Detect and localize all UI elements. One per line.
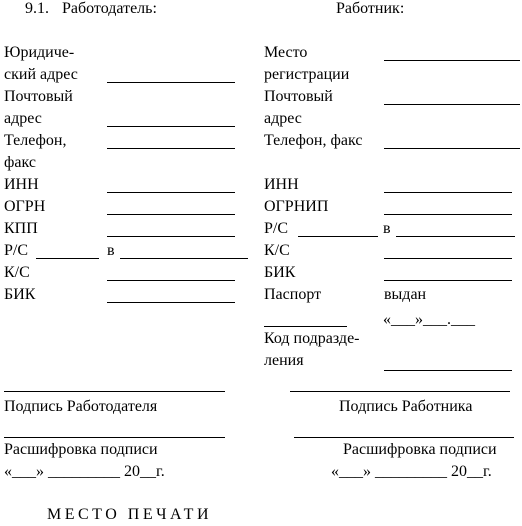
employee-inn-field[interactable] (384, 192, 512, 193)
employee-heading: Работник: (336, 0, 405, 17)
phone-label-line1: Телефон, (4, 132, 67, 149)
employee-postal-label-line2: адрес (264, 110, 302, 127)
ogrnip-field[interactable] (384, 214, 512, 215)
ogrn-label: ОГРН (4, 198, 46, 215)
legal-address-label-line1: Юридиче- (4, 44, 75, 61)
employee-phone-label: Телефон, факс (264, 132, 363, 149)
postal-address-field[interactable] (107, 126, 235, 127)
employee-signature-date[interactable]: «___» _________ 20__г. (331, 463, 492, 480)
employee-decoding-line[interactable] (294, 437, 514, 438)
ogrnip-label: ОГРНИП (264, 198, 329, 215)
kpp-label: КПП (4, 220, 38, 237)
employee-rs-account-field[interactable] (298, 236, 378, 237)
postal-address-label-line1: Почтовый (4, 88, 73, 105)
phone-label-line2: факс (4, 154, 36, 171)
rs-bank-field[interactable] (120, 258, 248, 259)
division-code-label-line2: ления (264, 352, 304, 369)
employee-ks-field[interactable] (384, 258, 512, 259)
passport-issued-label: выдан (384, 286, 427, 303)
legal-address-field[interactable] (107, 82, 235, 83)
employee-signature-caption: Подпись Работника (339, 398, 473, 415)
employer-signature-date[interactable]: «___» _________ 20__г. (4, 463, 165, 480)
employee-bik-label: БИК (264, 264, 296, 281)
employee-ks-label: К/С (264, 242, 290, 259)
inn-field[interactable] (107, 192, 235, 193)
registration-label-line2: регистрации (264, 66, 350, 83)
employee-postal-label-line1: Почтовый (264, 88, 333, 105)
employee-rs-bank-field[interactable] (396, 236, 515, 237)
employee-rs-bank-prefix: в (383, 220, 391, 237)
rs-label: Р/С (4, 242, 29, 259)
employer-signature-line[interactable] (4, 391, 225, 392)
employee-postal-field[interactable] (384, 104, 520, 105)
employer-decoding-caption: Расшифровка подписи (4, 441, 158, 458)
employee-bik-field[interactable] (384, 280, 512, 281)
ks-field[interactable] (107, 280, 235, 281)
passport-number-field[interactable] (264, 326, 347, 327)
employee-signature-line[interactable] (290, 391, 510, 392)
legal-address-label-line2: ский адрес (4, 66, 78, 83)
employer-heading: Работодатель: (62, 0, 157, 17)
postal-address-label-line2: адрес (4, 110, 42, 127)
employee-inn-label: ИНН (264, 176, 299, 193)
kpp-field[interactable] (107, 236, 235, 237)
ks-label: К/С (4, 264, 30, 281)
ogrn-field[interactable] (107, 214, 235, 215)
inn-label: ИНН (4, 176, 39, 193)
division-code-label-line1: Код подразде- (264, 330, 360, 347)
registration-label-line1: Место (264, 44, 308, 61)
section-number: 9.1. (25, 0, 49, 17)
bik-label: БИК (4, 286, 36, 303)
passport-issued-date[interactable]: «___»___.___ (383, 311, 475, 328)
employee-rs-label: Р/С (264, 220, 289, 237)
employee-phone-field[interactable] (384, 148, 520, 149)
rs-bank-prefix: в (107, 242, 115, 259)
employee-decoding-caption: Расшифровка подписи (343, 441, 497, 458)
stamp-place-label: МЕСТО ПЕЧАТИ (47, 506, 212, 523)
rs-account-field[interactable] (36, 258, 99, 259)
bik-field[interactable] (107, 302, 235, 303)
division-code-field[interactable] (384, 370, 512, 371)
phone-field[interactable] (107, 148, 235, 149)
employer-decoding-line[interactable] (4, 437, 225, 438)
registration-field[interactable] (384, 60, 520, 61)
employer-signature-caption: Подпись Работодателя (4, 398, 158, 415)
passport-label: Паспорт (264, 286, 322, 303)
